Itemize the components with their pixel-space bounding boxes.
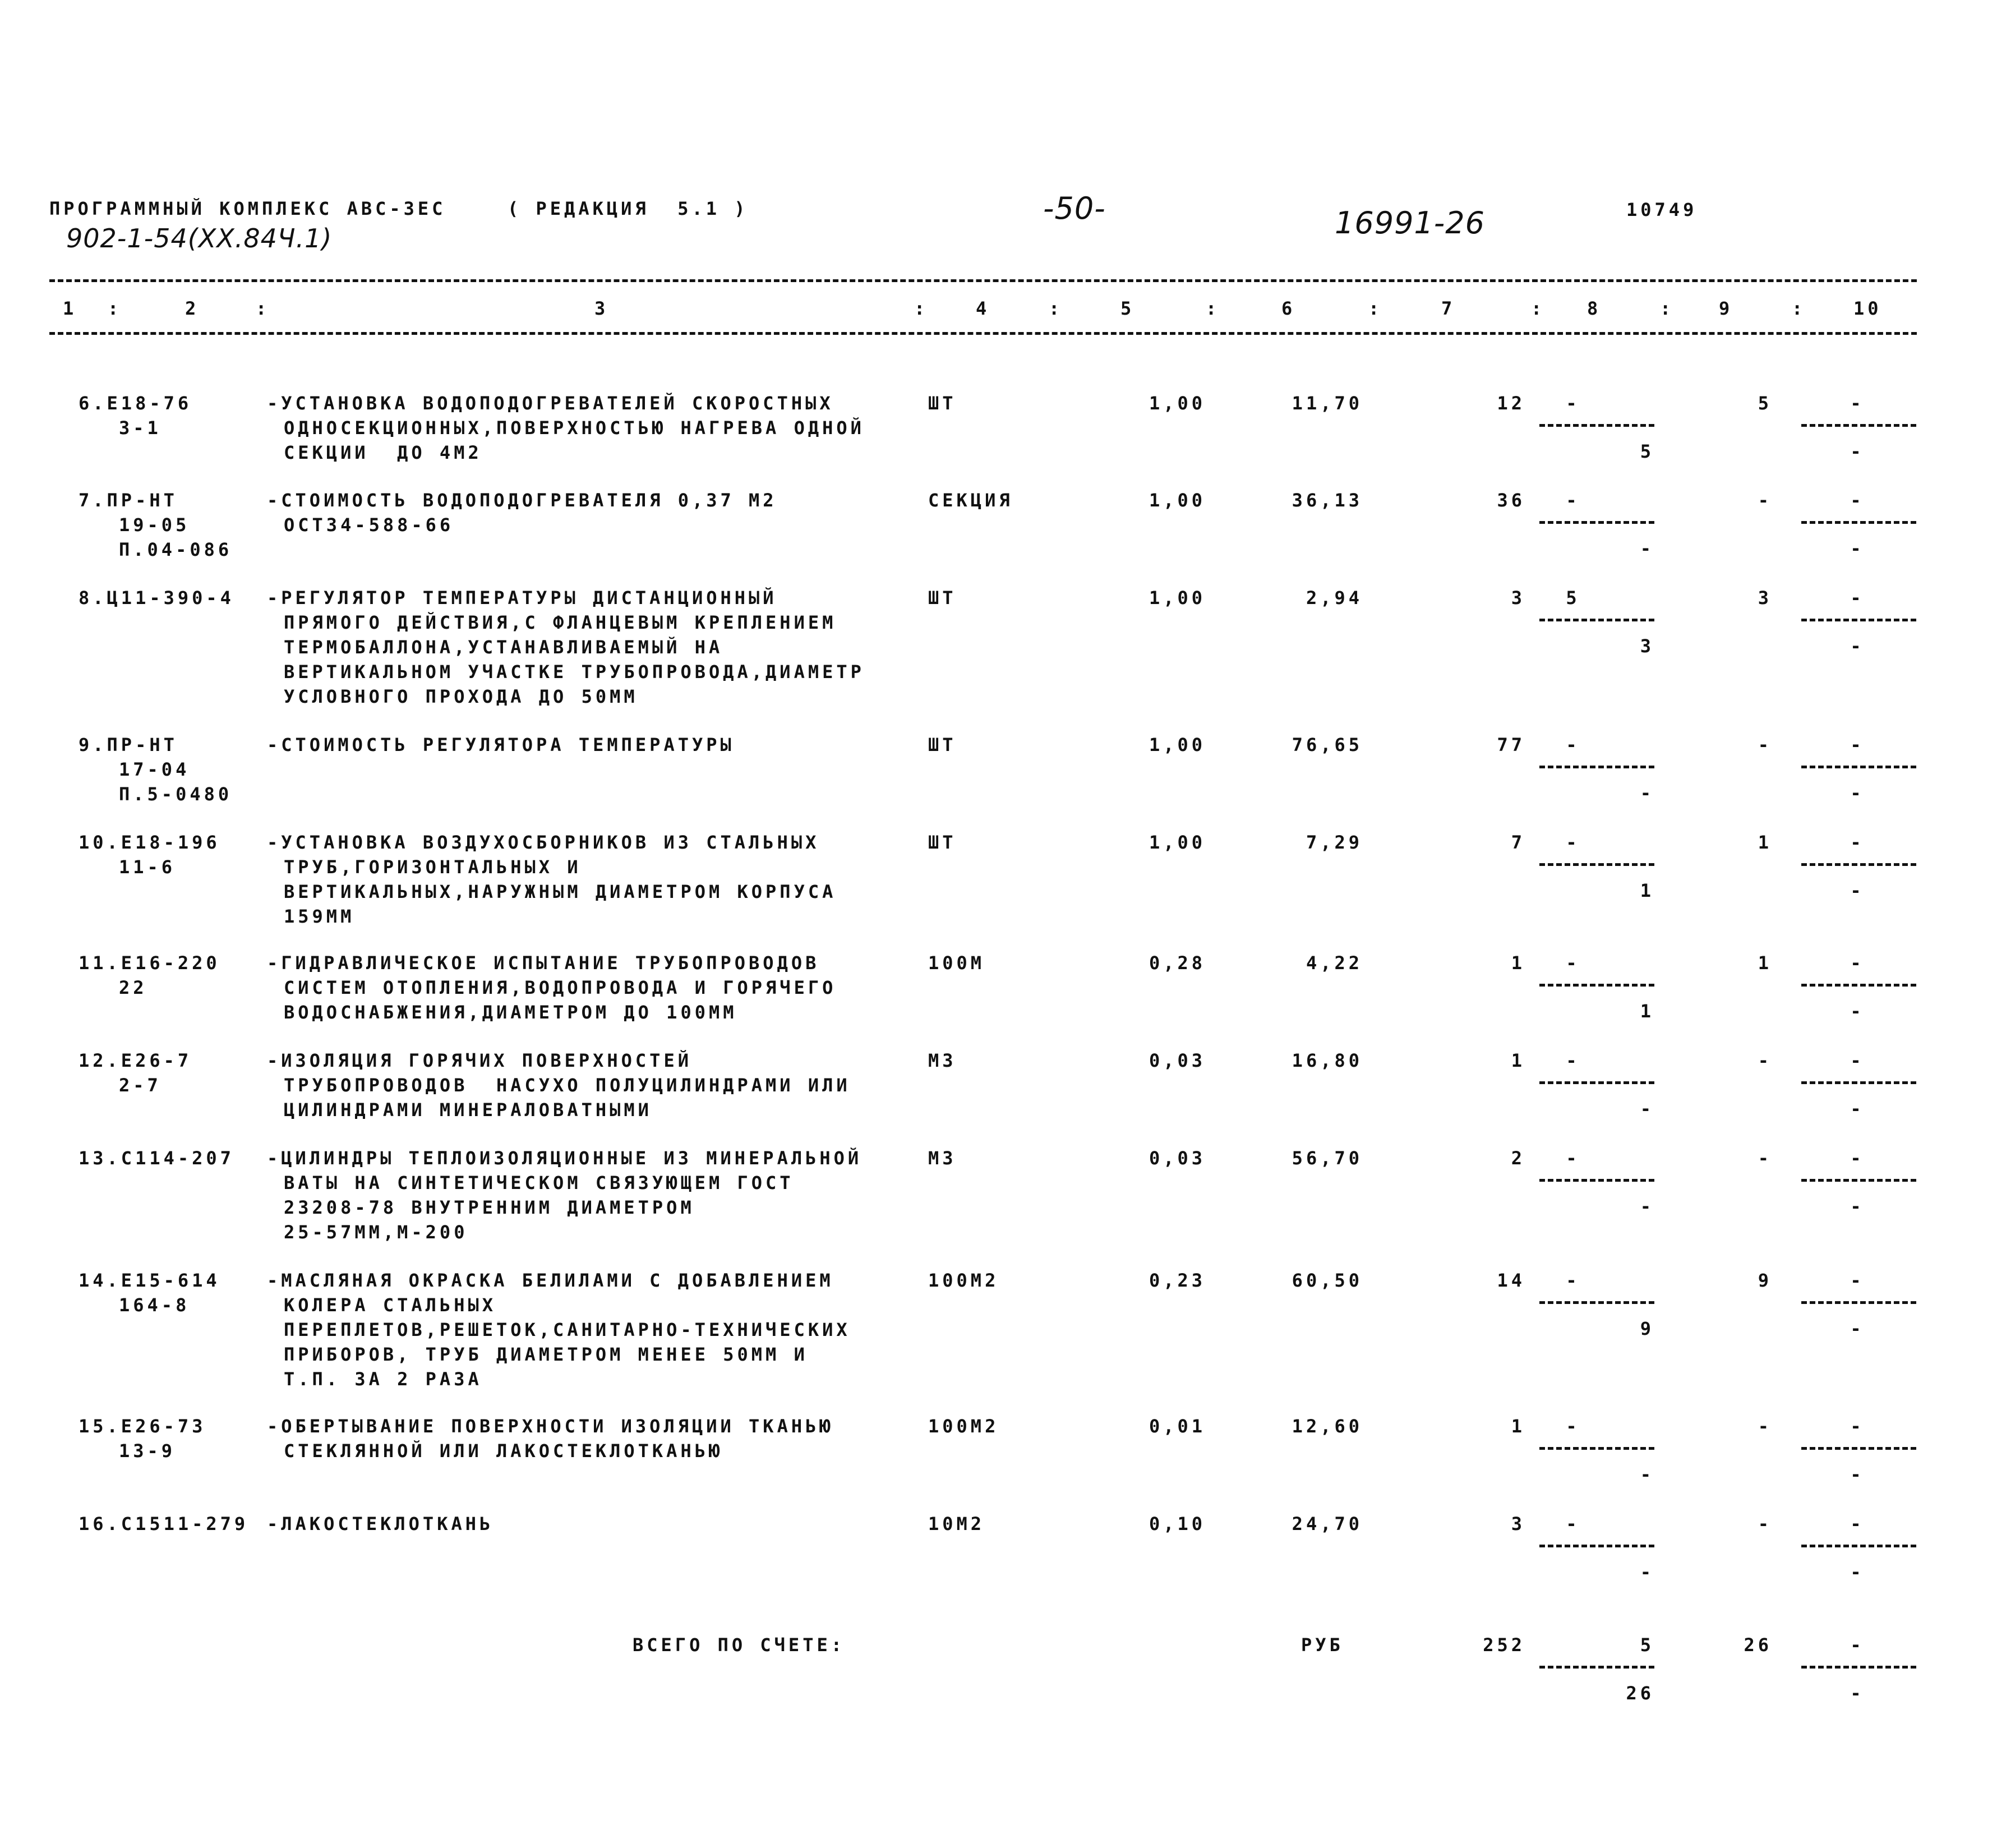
row-total: 3 [1511, 587, 1525, 609]
row-description: ОДНОСЕКЦИОННЫХ,ПОВЕРХНОСТЬЮ НАГРЕВА ОДНОЙ [284, 417, 865, 439]
row-col10-bottom: - [1850, 1001, 1865, 1022]
column-separator: : [1531, 298, 1546, 319]
row-description: СИСТЕМ ОТОПЛЕНИЯ,ВОДОПРОВОДА И ГОРЯЧЕГО [284, 977, 837, 998]
column-number-4: 4 [976, 298, 990, 319]
row-code: 2-7 [119, 1075, 162, 1096]
row-col10-top: - [1850, 1270, 1865, 1291]
row-unit: 10М2 [928, 1513, 985, 1534]
row-description: 23208-78 ВНУТРЕННИМ ДИАМЕТРОМ [284, 1197, 695, 1218]
row-col10-bottom: - [1850, 538, 1865, 559]
row-description: -СТОИМОСТЬ ВОДОПОДОГРЕВАТЕЛЯ 0,37 М2 [267, 490, 777, 511]
row-col10-bottom: - [1850, 441, 1865, 462]
row-quantity: 0,03 [1149, 1050, 1206, 1071]
row-total: 1 [1511, 952, 1525, 974]
row-col10-top: - [1850, 490, 1865, 511]
row-description: -ГИДРАВЛИЧЕСКОЕ ИСПЫТАНИЕ ТРУБОПРОВОДОВ [267, 952, 820, 974]
summary-col8-bottom: 26 [1626, 1683, 1654, 1704]
row-price: 4,22 [1306, 952, 1363, 974]
column-number-1: 1 [63, 298, 77, 319]
row-col10-rule [1801, 984, 1916, 987]
row-total: 2 [1511, 1147, 1525, 1169]
edition: ( РЕДАКЦИЯ 5.1 ) [508, 198, 749, 219]
row-price: 11,70 [1292, 393, 1363, 414]
row-unit: М3 [928, 1050, 957, 1071]
row-description: 25-57ММ,М-200 [284, 1222, 468, 1243]
row-col10-top: - [1850, 1050, 1865, 1071]
row-unit: М3 [928, 1147, 957, 1169]
row-code: 10.Е18-196 [79, 832, 220, 853]
row-description: ВОДОСНАБЖЕНИЯ,ДИАМЕТРОМ ДО 100ММ [284, 1002, 737, 1023]
row-col10-rule [1801, 1179, 1916, 1182]
row-col8-bottom: - [1640, 782, 1654, 804]
header-rule-top [49, 279, 1917, 282]
column-number-10: 10 [1853, 298, 1882, 319]
row-price: 16,80 [1292, 1050, 1363, 1071]
summary-total: 252 [1483, 1634, 1525, 1656]
row-col10-top: - [1850, 1147, 1865, 1169]
row-code: 13.С114-207 [79, 1147, 234, 1169]
row-description: 159ММ [284, 906, 355, 927]
row-col10-top: - [1850, 393, 1865, 414]
row-price: 36,13 [1292, 490, 1363, 511]
row-code: 22 [119, 977, 147, 998]
row-description: ВЕРТИКАЛЬНЫХ,НАРУЖНЫМ ДИАМЕТРОМ КОРПУСА [284, 881, 837, 902]
row-description: -МАСЛЯНАЯ ОКРАСКА БЕЛИЛАМИ С ДОБАВЛЕНИЕМ [267, 1270, 834, 1291]
row-total: 1 [1511, 1050, 1525, 1071]
row-col8-bottom: 9 [1640, 1318, 1654, 1339]
column-separator: : [1792, 298, 1806, 319]
program-name: ПРОГРАММНЫЙ КОМПЛЕКС АВС-ЗЕС [49, 198, 446, 219]
row-unit: ШТ [928, 393, 957, 414]
row-description: ПРИБОРОВ, ТРУБ ДИАМЕТРОМ МЕНЕЕ 50ММ И [284, 1344, 808, 1365]
column-separator: : [1049, 298, 1063, 319]
row-unit: ШТ [928, 587, 957, 609]
row-quantity: 1,00 [1149, 393, 1206, 414]
row-col8-rule [1539, 424, 1654, 427]
row-col10-bottom: - [1850, 782, 1865, 804]
row-price: 12,60 [1292, 1416, 1363, 1437]
row-code: 7.ПР-НТ [79, 490, 178, 511]
row-code: 164-8 [119, 1294, 190, 1316]
row-code: 16.С1511-279 [79, 1513, 249, 1534]
row-description: ВАТЫ НА СИНТЕТИЧЕСКОМ СВЯЗУЮЩЕМ ГОСТ [284, 1172, 794, 1193]
row-quantity: 1,00 [1149, 490, 1206, 511]
column-number-5: 5 [1120, 298, 1135, 319]
row-description: -РЕГУЛЯТОР ТЕМПЕРАТУРЫ ДИСТАНЦИОННЫЙ [267, 587, 777, 609]
row-col10-bottom: - [1850, 635, 1865, 657]
row-col10-rule [1801, 619, 1916, 621]
row-col9: - [1758, 1050, 1772, 1071]
row-col9: 5 [1758, 393, 1772, 414]
row-description: УСЛОВНОГО ПРОХОДА ДО 50ММ [284, 686, 638, 707]
row-code: 11-6 [119, 856, 176, 878]
row-col9: - [1758, 1147, 1772, 1169]
row-description: -СТОИМОСТЬ РЕГУЛЯТОРА ТЕМПЕРАТУРЫ [267, 734, 735, 755]
row-col8-bottom: 1 [1640, 1001, 1654, 1022]
row-col10-top: - [1850, 952, 1865, 974]
column-separator: : [108, 298, 122, 319]
row-description: КОЛЕРА СТАЛЬНЫХ [284, 1294, 496, 1316]
row-description: ПЕРЕПЛЕТОВ,РЕШЕТОК,САНИТАРНО-ТЕХНИЧЕСКИХ [284, 1319, 851, 1340]
column-number-6: 6 [1281, 298, 1296, 319]
row-col8-rule [1539, 1179, 1654, 1182]
row-description: -ЛАКОСТЕКЛОТКАНЬ [267, 1513, 494, 1534]
summary-col10-bottom: - [1850, 1683, 1865, 1704]
row-col9: - [1758, 490, 1772, 511]
column-number-8: 8 [1587, 298, 1602, 319]
row-code: 12.Е26-7 [79, 1050, 192, 1071]
document-number-handwritten: 16991-26 [1335, 205, 1485, 241]
row-col9: 3 [1758, 587, 1772, 609]
column-number-7: 7 [1441, 298, 1456, 319]
row-description: Т.П. ЗА 2 РАЗА [284, 1368, 482, 1390]
row-col8-bottom: - [1640, 1464, 1654, 1485]
row-col8-rule [1539, 766, 1654, 768]
project-number-handwritten: 902-1-54(XX.84Ч.1) [66, 223, 333, 254]
row-description: -УСТАНОВКА ВОДОПОДОГРЕВАТЕЛЕЙ СКОРОСТНЫХ [267, 393, 834, 414]
row-code: 15.Е26-73 [79, 1416, 206, 1437]
row-col8-top: - [1566, 1270, 1580, 1291]
row-col8-top: - [1566, 952, 1580, 974]
column-separator: : [914, 298, 929, 319]
row-col10-bottom: - [1850, 1098, 1865, 1119]
row-unit: 100М [928, 952, 985, 974]
row-col8-rule [1539, 1301, 1654, 1304]
column-separator: : [1368, 298, 1383, 319]
row-price: 7,29 [1306, 832, 1363, 853]
row-col10-rule [1801, 1545, 1916, 1547]
row-unit: СЕКЦИЯ [928, 490, 1013, 511]
row-unit: ШТ [928, 832, 957, 853]
row-description: ТРУБ,ГОРИЗОНТАЛЬНЫХ И [284, 856, 582, 878]
row-quantity: 0,03 [1149, 1147, 1206, 1169]
header-rule-bottom [49, 332, 1917, 335]
row-col10-rule [1801, 424, 1916, 427]
summary-col10-rule [1801, 1666, 1916, 1669]
column-separator: : [1206, 298, 1220, 319]
row-code: 19-05 [119, 514, 190, 536]
row-col8-top: - [1566, 832, 1580, 853]
row-description: СЕКЦИИ ДО 4М2 [284, 442, 482, 463]
row-col8-rule [1539, 619, 1654, 621]
row-unit: 100М2 [928, 1270, 999, 1291]
row-description: -ИЗОЛЯЦИЯ ГОРЯЧИХ ПОВЕРХНОСТЕЙ [267, 1050, 692, 1071]
row-col10-top: - [1850, 1513, 1865, 1534]
row-col8-rule [1539, 1545, 1654, 1547]
row-col9: - [1758, 1416, 1772, 1437]
row-total: 12 [1497, 393, 1525, 414]
row-col8-bottom: - [1640, 1561, 1654, 1583]
row-quantity: 1,00 [1149, 832, 1206, 853]
row-col10-top: - [1850, 734, 1865, 755]
row-total: 1 [1511, 1416, 1525, 1437]
summary-col9: 26 [1744, 1634, 1772, 1656]
row-col10-bottom: - [1850, 1464, 1865, 1485]
row-quantity: 0,28 [1149, 952, 1206, 974]
row-col10-bottom: - [1850, 1196, 1865, 1217]
row-col10-top: - [1850, 587, 1865, 609]
row-description: ПРЯМОГО ДЕЙСТВИЯ,С ФЛАНЦЕВЫМ КРЕПЛЕНИЕМ [284, 612, 837, 633]
row-description: ОСТ34-588-66 [284, 514, 454, 536]
column-separator: : [1660, 298, 1675, 319]
row-description: -УСТАНОВКА ВОЗДУХОСБОРНИКОВ ИЗ СТАЛЬНЫХ [267, 832, 820, 853]
row-code: 17-04 [119, 759, 190, 780]
row-col10-rule [1801, 1447, 1916, 1450]
row-price: 56,70 [1292, 1147, 1363, 1169]
row-col8-bottom: 3 [1640, 635, 1654, 657]
row-code: 6.Е18-76 [79, 393, 192, 414]
row-total: 77 [1497, 734, 1525, 755]
row-price: 2,94 [1306, 587, 1363, 609]
row-description: -ЦИЛИНДРЫ ТЕПЛОИЗОЛЯЦИОННЫЕ ИЗ МИНЕРАЛЬНОЙ [267, 1147, 863, 1169]
row-code: 11.Е16-220 [79, 952, 220, 974]
row-col8-top: - [1566, 393, 1580, 414]
column-separator: : [256, 298, 270, 319]
row-quantity: 1,00 [1149, 734, 1206, 755]
row-col10-bottom: - [1850, 1561, 1865, 1583]
row-unit: ШТ [928, 734, 957, 755]
row-col10-rule [1801, 1081, 1916, 1084]
row-col8-bottom: 1 [1640, 880, 1654, 901]
summary-col8-rule [1539, 1666, 1654, 1669]
row-code: П.5-0480 [119, 784, 233, 805]
row-col8-top: - [1566, 1513, 1580, 1534]
row-col9: - [1758, 734, 1772, 755]
row-code: 14.Е15-614 [79, 1270, 220, 1291]
summary-col8-top: 5 [1640, 1634, 1654, 1656]
row-description: ВЕРТИКАЛЬНОМ УЧАСТКЕ ТРУБОПРОВОДА,ДИАМЕТР [284, 661, 865, 683]
row-total: 3 [1511, 1513, 1525, 1534]
row-col8-top: - [1566, 490, 1580, 511]
row-col10-top: - [1850, 832, 1865, 853]
row-price: 24,70 [1292, 1513, 1363, 1534]
row-col8-bottom: - [1640, 1196, 1654, 1217]
row-col8-rule [1539, 863, 1654, 866]
row-quantity: 1,00 [1149, 587, 1206, 609]
row-description: ЦИЛИНДРАМИ МИНЕРАЛОВАТНЫМИ [284, 1099, 652, 1121]
row-col8-top: - [1566, 1147, 1580, 1169]
row-code: 9.ПР-НТ [79, 734, 178, 755]
row-description: СТЕКЛЯННОЙ ИЛИ ЛАКОСТЕКЛОТКАНЬЮ [284, 1440, 723, 1462]
row-total: 36 [1497, 490, 1525, 511]
row-col8-top: 5 [1566, 587, 1580, 609]
row-total: 7 [1511, 832, 1525, 853]
row-col8-top: - [1566, 734, 1580, 755]
row-col8-top: - [1566, 1416, 1580, 1437]
column-number-9: 9 [1719, 298, 1733, 319]
row-quantity: 0,10 [1149, 1513, 1206, 1534]
row-col10-bottom: - [1850, 1318, 1865, 1339]
summary-currency: РУБ [1301, 1634, 1344, 1656]
row-col8-rule [1539, 1081, 1654, 1084]
row-col8-rule [1539, 521, 1654, 524]
row-code: 13-9 [119, 1440, 176, 1462]
row-col9: 9 [1758, 1270, 1772, 1291]
row-description: ТРУБОПРОВОДОВ НАСУХО ПОЛУЦИЛИНДРАМИ ИЛИ [284, 1075, 851, 1096]
row-col9: 1 [1758, 832, 1772, 853]
row-code: П.04-086 [119, 539, 233, 560]
row-col8-bottom: 5 [1640, 441, 1654, 462]
summary-col10-top: - [1850, 1634, 1865, 1656]
row-quantity: 0,01 [1149, 1416, 1206, 1437]
page-number: -50- [1043, 191, 1106, 226]
row-description: ТЕРМОБАЛЛОНА,УСТАНАВЛИВАЕМЫЙ НА [284, 637, 723, 658]
row-col10-bottom: - [1850, 880, 1865, 901]
row-col10-top: - [1850, 1416, 1865, 1437]
row-col8-bottom: - [1640, 1098, 1654, 1119]
document-code: 10749 [1626, 199, 1698, 220]
row-code: 8.Ц11-390-4 [79, 587, 234, 609]
row-unit: 100М2 [928, 1416, 999, 1437]
row-col10-rule [1801, 863, 1916, 866]
column-number-3: 3 [594, 298, 609, 319]
row-col10-rule [1801, 1301, 1916, 1304]
summary-label: ВСЕГО ПО СЧЕТЕ: [633, 1634, 845, 1656]
row-description: -ОБЕРТЫВАНИЕ ПОВЕРХНОСТИ ИЗОЛЯЦИИ ТКАНЬЮ [267, 1416, 834, 1437]
row-code: 3-1 [119, 417, 162, 439]
row-col8-rule [1539, 1447, 1654, 1450]
row-price: 76,65 [1292, 734, 1363, 755]
column-number-2: 2 [185, 298, 200, 319]
row-col8-rule [1539, 984, 1654, 987]
row-col10-rule [1801, 766, 1916, 768]
row-col10-rule [1801, 521, 1916, 524]
row-price: 60,50 [1292, 1270, 1363, 1291]
row-col8-bottom: - [1640, 538, 1654, 559]
row-col8-top: - [1566, 1050, 1580, 1071]
row-total: 14 [1497, 1270, 1525, 1291]
row-col9: 1 [1758, 952, 1772, 974]
row-col9: - [1758, 1513, 1772, 1534]
row-quantity: 0,23 [1149, 1270, 1206, 1291]
